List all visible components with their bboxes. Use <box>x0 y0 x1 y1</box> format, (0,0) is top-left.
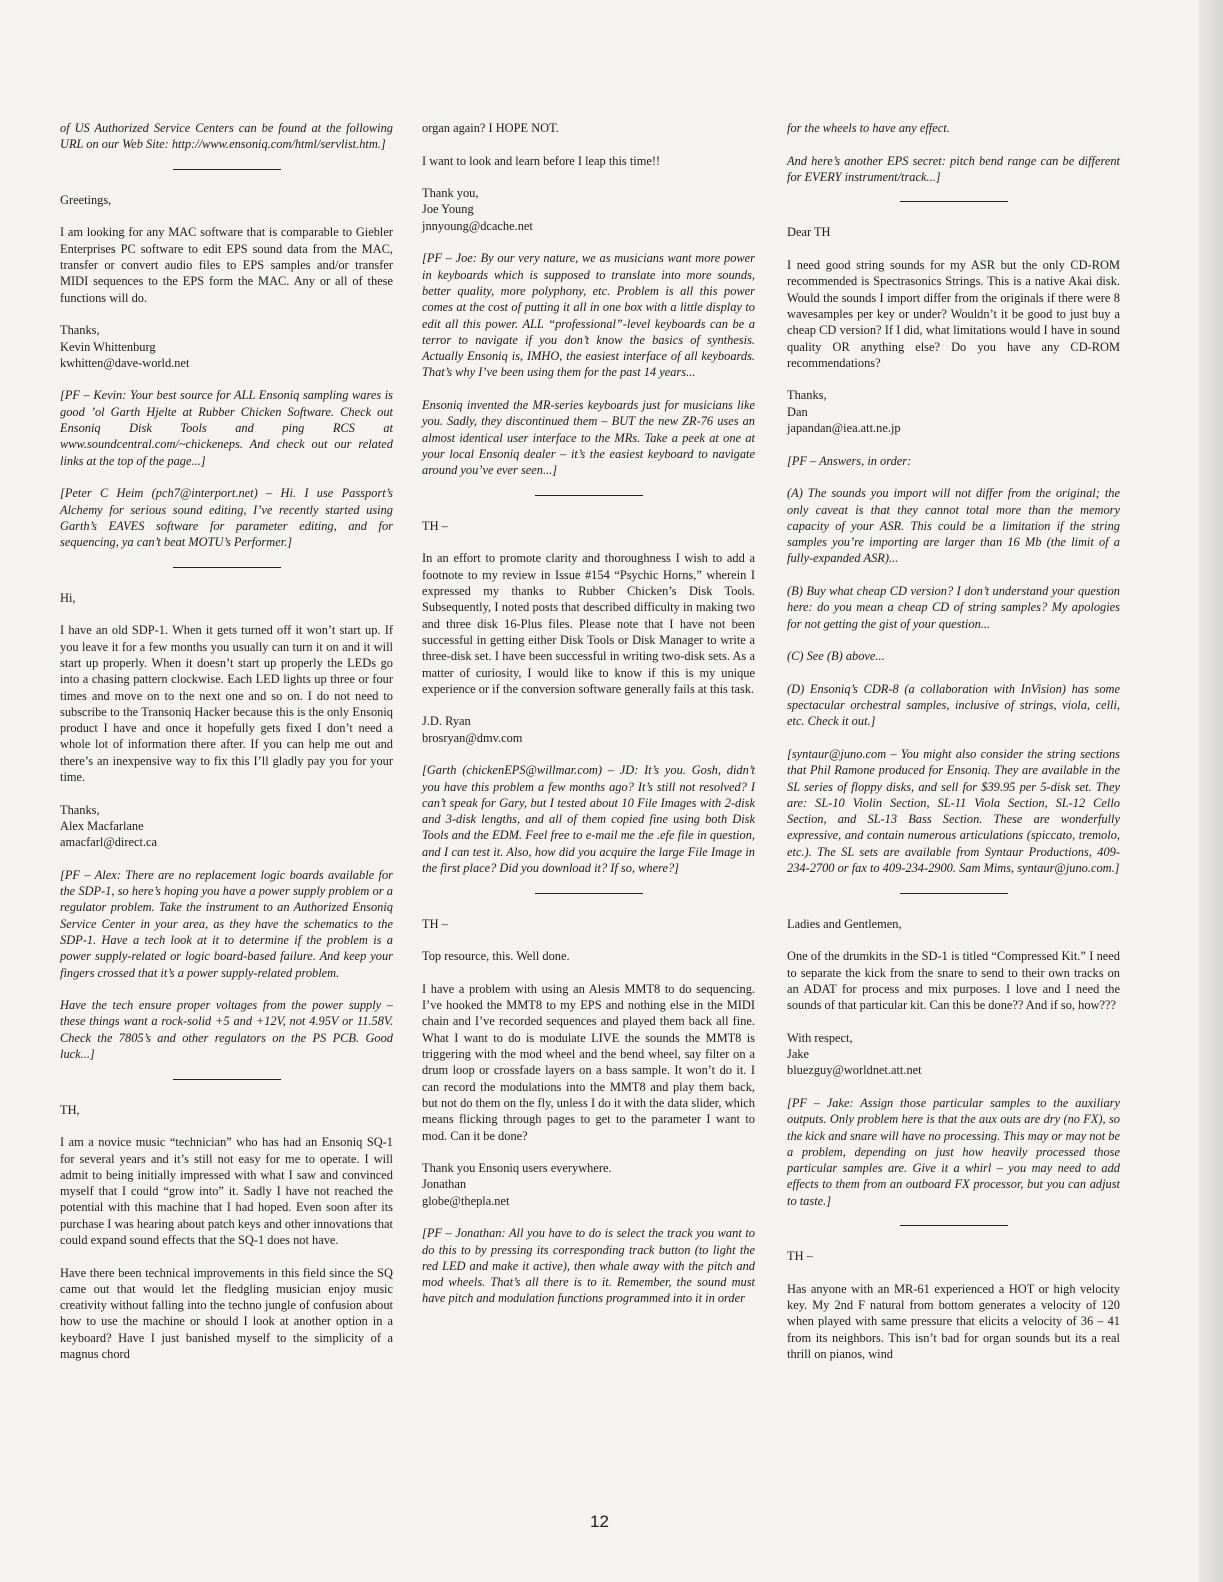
page-edge <box>1199 0 1223 1582</box>
editor-reply: [syntaur@juno.com – You might also consider the string sections that Phil Ramone produced for Ensoniq. They are available in the SL series of floppy disks, and sell for $39.95 per 5-disk set. They are: SL-10 Violin Section, SL-11 Viola Section, SL-12 Cello Section, and SL-13 Bass Section. These are wonderfully expressive, and contain numerous articulations (spiccato, tremolo, etc.). The SL sets are available from Syntaur Productions, 409-234-2700 or fax to 409-234-2900. Sam Mims, syntaur@juno.com.] <box>787 746 1120 876</box>
letter-separator <box>173 567 281 568</box>
letter-paragraph: I am looking for any MAC software that is comparable to Giebler Enterprises PC software to edit EPS sound data from the MAC, transfer or convert audio files to EPS samples and/or transfer MIDI sequences to the EPS form the MAC. Any or all of these functions will do. <box>60 225 393 305</box>
editor-reply: And here’s another EPS secret: pitch bend range can be different for EVERY instrument/track...] <box>787 153 1120 184</box>
editor-reply: (B) Buy what cheap CD version? I don’t understand your question here: do you mean a cheap CD of string samples? My apologies for not getting the gist of your question... <box>787 584 1120 631</box>
signature-line: Kevin Whittenburg <box>60 339 156 354</box>
letter-paragraph: I need good string sounds for my ASR but the only CD-ROM recommended is Spectrasonics Strings. This is a native Akai disk. Would the sounds I import differ from the originals if there were 8 wavesamples per key or under? Wouldn’t it be good to just buy a cheap CD version? If I did, what limitations would I have in sound quality OR anything else? Do you have any CD-ROM recommendations? <box>787 258 1120 370</box>
letter-separator <box>535 893 643 894</box>
signature-line: japandan@iea.att.ne.jp <box>787 421 901 436</box>
signature-line: Thank you Ensoniq users everywhere. <box>422 1161 612 1176</box>
letter-separator <box>900 201 1008 202</box>
column-1 <box>60 120 393 1379</box>
editor-reply: [PF – Jonathan: All you have to do is select the track you want to do this to by pressing its corresponding track button (to light the red LED and make it active), then whale away with the pitch and mod wheels. That’s all there is to it. Remember, the sound must have pitch and modulation functions programmed into it in order <box>422 1226 755 1306</box>
signature-line: Alex Macfarlane <box>60 818 144 833</box>
letter-signature <box>422 713 755 746</box>
signature-line: Thanks, <box>60 802 100 817</box>
signature-line: Thanks, <box>60 323 100 338</box>
letter-paragraph: Ladies and Gentlemen, <box>787 916 902 931</box>
signature-line: Joe Young <box>422 202 474 217</box>
letter-paragraph: organ again? I HOPE NOT. <box>422 121 559 135</box>
signature-line: With respect, <box>787 1030 853 1045</box>
editor-reply: [PF – Answers, in order: <box>787 453 912 468</box>
editor-reply: for the wheels to have any effect. <box>787 121 950 135</box>
letter-paragraph: TH – <box>422 916 448 931</box>
letter-paragraph: TH – <box>787 1249 813 1264</box>
letter-signature <box>422 185 755 234</box>
signature-line: Jake <box>787 1047 810 1062</box>
editor-reply: (A) The sounds you import will not differ from the original; the only caveat is that they cannot total more than the memory capacity of your ASR. This could be a limitation if the string samples you’re importing are larger than 16 Mb (the limit of a fully-expanded ASR)... <box>787 486 1120 566</box>
letter-separator <box>900 893 1008 894</box>
editor-reply: of US Authorized Service Centers can be found at the following URL on our Web Site: http://www.ensoniq.com/html/servlist.htm.] <box>60 121 393 152</box>
letter-signature <box>60 802 393 851</box>
letter-paragraph: TH, <box>60 1102 80 1117</box>
letter-paragraph: Greetings, <box>60 192 112 207</box>
letter-paragraph: I am a novice music “technician” who has had an Ensoniq SQ-1 for several years and it’s still not easy for me to operate. I will admit to being initially impressed with what I saw and convinced myself that I could “grow into” it. Sadly I have not reached the potential with this machine that I had hoped. Even soon after its purchase I was hearing about patch keys and other innovations that could expand sound effects that the SQ-1 does not have. <box>60 1135 393 1247</box>
letter-separator <box>900 1225 1008 1226</box>
letter-signature <box>422 1160 755 1209</box>
editor-reply: [PF – Alex: There are no replacement logic boards available for the SDP-1, so here’s hoping you have a power supply problem or a regulator problem. Take the instrument to an Authorized Ensoniq Service Center in your area, as they have the schematics to the SDP-1. Have a tech look at it to determine if the problem is a power supply-related or logic board-based failure. And keep your fingers crossed that it’s a power supply-related problem. <box>60 867 393 980</box>
signature-line: globe@thepla.net <box>422 1193 510 1208</box>
signature-line: brosryan@dmv.com <box>422 730 523 745</box>
editor-reply: (D) Ensoniq’s CDR-8 (a collaboration with InVision) has some spectacular orchestral samples, inclusive of strings, viola, celli, etc. Check it out.] <box>787 681 1120 729</box>
letter-paragraph: I have a problem with using an Alesis MMT8 to do sequencing. I’ve hooked the MMT8 to my EPS and nothing else in the MIDI chain and I’ve recorded sequences and played them back all fine. What I want to do is modulate LIVE the sounds the MMT8 is triggering with the mod wheel and the bend wheel, say filter on a drum loop or crossfade layers on a bass sample. It won’t do it. I can record the modulations into the MMT8 and play them back, but not do them on the fly, unless I do it with the data slider, which means flicking through pages to get to the parameter I want to mod. Can it be done? <box>422 981 755 1143</box>
signature-line: amacfarl@direct.ca <box>60 835 158 850</box>
letter-paragraph: Have there been technical improvements in this field since the SQ came out that would let the fledgling musician enjoy music creativity without falling into the techno jungle of confusion about how to use the machine or should I look at another option in a keyboard? Have I just banished myself to the simplicity of a magnus chord <box>60 1265 393 1362</box>
page-number: 12 <box>590 1512 609 1531</box>
letter-paragraph: Dear TH <box>787 225 831 240</box>
editor-reply: [PF – Joe: By our very nature, we as musicians want more power in keyboards which is supposed to translate into more sounds, better quality, more polyphony, etc. Problem is all this power comes at the cost of putting it all in one box with a little display to edit all this power. ALL “professional”-level keyboards can be a terror to navigate if you don’t know the basics of synthesis. Actually Ensoniq is, IMHO, the easiest interface of all keyboards. That’s why I’ve been using them for the past 14 years... <box>422 251 755 380</box>
signature-line: Jonathan <box>422 1177 467 1192</box>
signature-line: Thank you, <box>422 186 479 201</box>
editor-reply: Ensoniq invented the MR-series keyboards just for musicians like you. Sadly, they discontinued them – BUT the new ZR-76 uses an almost identical user interface to the MRs. Take a peek at one at your local Ensoniq dealer – it’s the easiest keyboard to navigate around you’ve ever seen...] <box>422 398 755 478</box>
letter-paragraph: I have an old SDP-1. When it gets turned off it won’t start up. If you leave it for a few months you usually can turn it on and it will start up properly. When it doesn’t start up properly the LEDs go into a chasing pattern clockwise. Each LED lights up three or four times and move on to the next one and so on. I do not need to subscribe to the Transoniq Hacker because this is the only Ensoniq product I have and once it hopefully gets fixed I don’t need a whole lot of information there after. If you can help me out and there’s an inexpensive way to fix this I’ll gladly pay you for your time. <box>60 623 393 784</box>
letter-signature <box>60 322 393 371</box>
letter-signature <box>787 387 1120 436</box>
editor-reply: [Garth (chickenEPS@willmar.com) – JD: It’s you. Gosh, didn’t you have this problem a few months ago? It’s still not resolved? I can’t speak for Gary, but I tested about 10 File Images with 2-disk and 3-disk lengths, and all of them copied fine using both Disk Tools and the EDM. Feel free to e-mail me the .efe file in question, and I can test it. Also, how did you acquire the large File Image in the first place? Did you download it? If so, where?] <box>422 763 755 876</box>
editor-reply: (C) See (B) above... <box>787 649 885 664</box>
letter-paragraph: One of the drumkits in the SD-1 is titled “Compressed Kit.” I need to separate the kick from the snare to send to their own tracks on an ADAT for process and mix purposes. I love and I need the sounds of that particular kit. Can this be done?? And if so, how??? <box>787 949 1120 1013</box>
letter-paragraph: Has anyone with an MR-61 experienced a HOT or high velocity key. My 2nd F natural from bottom generates a velocity of 120 when played with same pressure that elicits a velocity of 36 – 41 from its neighbors. This isn’t bad for organ sounds but its a real thrill on pianos, wind <box>787 1281 1120 1362</box>
column-2 <box>422 120 755 1323</box>
column-3 <box>787 120 1120 1379</box>
letter-paragraph: Top resource, this. Well done. <box>422 949 570 964</box>
letter-paragraph: I want to look and learn before I leap this time!! <box>422 153 661 168</box>
letter-separator <box>173 1079 281 1080</box>
editor-reply: [Peter C Heim (pch7@interport.net) – Hi. I use Passport’s Alchemy for serious sound editing, I’ve recently started using Garth’s EAVES software for parameter editing, and for sequencing, ya can’t beat MOTU’s Performer.] <box>60 486 393 550</box>
letter-paragraph: Hi, <box>60 590 76 605</box>
editor-reply: Have the tech ensure proper voltages from the power supply – these things want a rock-solid +5 and +12V, not 4.95V or 11.58V. Check the 7805’s and other regulators on the PS PCB. Good luck...] <box>60 998 393 1062</box>
signature-line: Dan <box>787 404 808 419</box>
editor-reply: [PF – Kevin: Your best source for ALL Ensoniq sampling wares is good ’ol Garth Hjelte at Rubber Chicken Software. Check out Ensoniq Disk Tools and ping RCS at www.soundcentral.com/~chickeneps. And check out our related links at the top of the page...] <box>60 388 393 468</box>
signature-line: Thanks, <box>787 388 827 403</box>
signature-line: J.D. Ryan <box>422 714 471 729</box>
letter-separator <box>173 169 281 170</box>
editor-reply: [PF – Jake: Assign those particular samples to the auxiliary outputs. Only problem here is that the aux outs are dry (no FX), so the kick and snare will have no processing. This may or may not be a problem, depending on just how heavily processed those particular samples are. Give it a whirl – you may need to add effects to them from an outboard FX processor, but you can adjust to taste.] <box>787 1095 1120 1208</box>
signature-line: jnnyoung@dcache.net <box>422 218 533 233</box>
signature-line: bluezguy@worldnet.att.net <box>787 1063 922 1078</box>
signature-line: kwhitten@dave-world.net <box>60 355 190 370</box>
letter-signature <box>787 1030 1120 1079</box>
letter-paragraph: In an effort to promote clarity and thoroughness I wish to add a footnote to my review in Issue #154 “Psychic Horns,” wherein I expressed my thanks to Rubber Chicken’s Disk Tools. Subsequently, I noted posts that described difficulty in making two and three disk 16-Plus files. Please note that I have not been successful in getting either Disk Tools or Disk Manager to write a three-disk set. I have been successful in writing two-disk sets. As a matter of curiosity, I would like to know if this is my unique experience or if the conversion software generally fails at this task. <box>422 551 755 696</box>
letter-separator <box>535 495 643 496</box>
letter-paragraph: TH – <box>422 518 448 533</box>
